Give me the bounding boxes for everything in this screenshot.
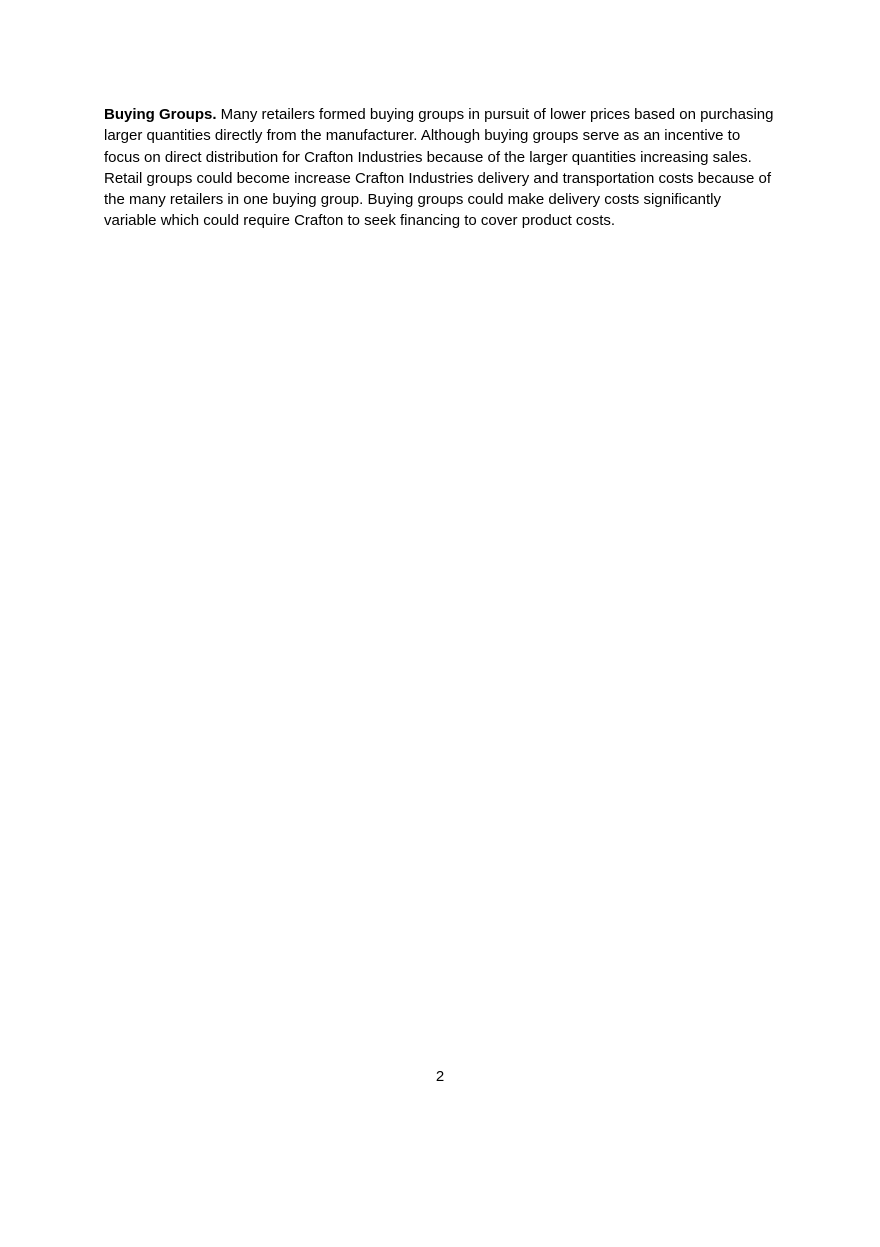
- paragraph-heading: Buying Groups.: [104, 106, 217, 123]
- paragraph-body-text: Many retailers formed buying groups in pursuit of lower prices based on purchasing larger quantities directly from the manufacturer. Although buying groups serve as an incentive to focus on direct distribution for Crafton Industries because of the larger quantities increasing sales. Retail groups could become increase Crafton Industries delivery and transportation costs because of the many retailers in one buying group. Buying groups could make delivery costs significantly variable which could require Crafton to seek financing to cover product costs.: [104, 106, 774, 230]
- body-paragraph: [104, 104, 776, 232]
- page-number: 2: [435, 1068, 445, 1085]
